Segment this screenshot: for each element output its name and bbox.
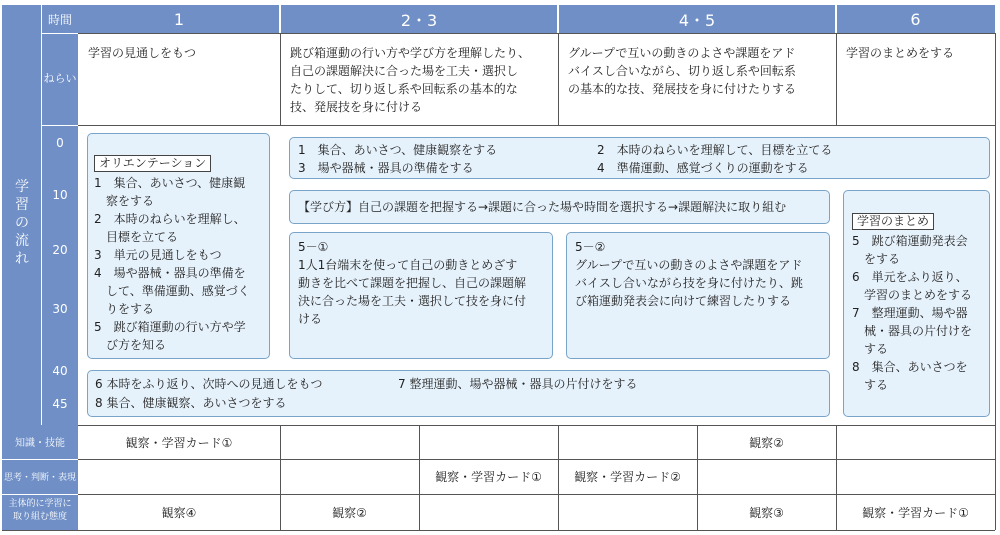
minute-40: 40	[52, 364, 68, 378]
eval-r2-c5	[697, 459, 836, 494]
side-header-minutes	[42, 5, 78, 425]
closing-step-8: 8 集合、健康観察、あいさつをする	[95, 396, 287, 410]
col-header-6: 6	[910, 9, 921, 29]
eval-label-thinking: 思考・判断・表現	[3, 473, 76, 483]
eval-r1-c6	[836, 425, 995, 459]
eval-r2-c1	[78, 459, 280, 494]
matome-body: 5 跳び箱運動発表会 をする 6 単元をふり返り、 学習のまとめをする 7 整理運動、場や器 械・器具の片付けを する 8 集合、あいさつを する	[852, 234, 973, 392]
manabikata-box: 【学び方】自己の課題を把握する→課題に合った場や時間を選択する→課題解決に取り組む	[289, 190, 830, 224]
eval-r3-c4	[558, 494, 697, 530]
minute-30: 30	[52, 302, 68, 316]
eval-r2-c2	[280, 459, 419, 494]
minute-20: 20	[52, 243, 68, 257]
col-header-45: 4・5	[678, 10, 716, 30]
common-step-3: 3 場や器械・器具の準備をする	[298, 161, 474, 175]
orientation-box	[87, 133, 270, 359]
col-header-1: 1	[173, 9, 185, 29]
matome-tag: 学習のまとめ	[852, 213, 934, 230]
eval-r3-c1: 観察④	[161, 505, 197, 520]
eval-r1-c3	[419, 425, 558, 459]
jikan-label: 時間	[42, 5, 78, 33]
orientation-tag: オリエンテーション	[94, 155, 211, 172]
nerai-col23: 跳び箱運動の行い方や学び方を理解したり、 自己の課題解決に合った場を工夫・選択し たりして、切り返し系や回転系の基本的な 技、発展技を身に付ける	[290, 46, 531, 114]
minute-0: 0	[56, 136, 64, 150]
nerai-label: ねらい	[43, 72, 77, 85]
eval-r2-c6	[836, 459, 995, 494]
minute-45: 45	[52, 397, 68, 411]
matome-box	[843, 190, 990, 417]
common-step-2: 2 本時のねらいを理解して、目標を立てる	[597, 143, 833, 157]
common-step-4: 4 準備運動、感覚づくりの運動をする	[597, 161, 809, 175]
minute-10: 10	[52, 188, 68, 202]
eval-r1-c5: 観察②	[749, 435, 784, 450]
step-5-2-box: 5－② グループで互いの動きのよさや課題をアド バイスし合いながら技を身に付けたり、跳 び箱運動発表会に向けて練習したりする	[566, 232, 830, 359]
step-5-1-box: 5－① 1人1台端末を使って自己の動きとめざす 動きを比べて課題を把握し、自己の課題解 決に合った場を工夫・選択して技を身に付 ける	[289, 232, 553, 359]
orientation-body: 1 集合、あいさつ、健康観 察をする 2 本時のねらいを理解し、 目標を立てる 3 単元の見通しをもつ 4 場や器械・器具の準備を して、準備運動、感覚づく りをする 5 跳び箱運動の行い方や学 び方を知る	[94, 176, 250, 352]
eval-r3-c5: 観察③	[749, 505, 784, 520]
eval-label-attitude: 主体的に学習に 取り組む態度	[8, 499, 72, 522]
closing-step-6: 6 本時をふり返り、次時への見通しをもつ	[95, 377, 323, 391]
common-step-1: 1 集合、あいさつ、健康観察をする	[298, 143, 498, 157]
eval-r1-c4	[558, 425, 697, 459]
eval-r3-c6: 観察・学習カード①	[862, 505, 969, 520]
eval-r2-c4: 観察・学習カード②	[574, 470, 681, 484]
closing-step-7: 7 整理運動、場や器械・器具の片付けをする	[398, 377, 638, 391]
eval-r3-c2: 観察②	[332, 505, 367, 520]
col-header-23: 2・3	[400, 10, 438, 30]
common-steps-box	[289, 137, 990, 179]
nerai-col45: グループで互いの動きのよさや課題をアド バイスし合いながら、切り返し系や回転系 の基本的な技、発展技を身に付けたりする	[568, 46, 797, 96]
eval-r2-c3: 観察・学習カード①	[435, 470, 542, 484]
eval-r1-c2	[280, 425, 419, 459]
eval-label-knowledge: 知識・技能	[15, 438, 65, 449]
closing-box	[87, 370, 830, 417]
nerai-col1: 学習の見通しをもつ	[88, 46, 197, 60]
nerai-col6: 学習のまとめをする	[846, 46, 955, 60]
eval-r1-c1: 観察・学習カード①	[125, 435, 233, 450]
eval-r3-c3	[419, 494, 558, 530]
flow-side-label: 学 習 の 流 れ	[15, 179, 29, 267]
